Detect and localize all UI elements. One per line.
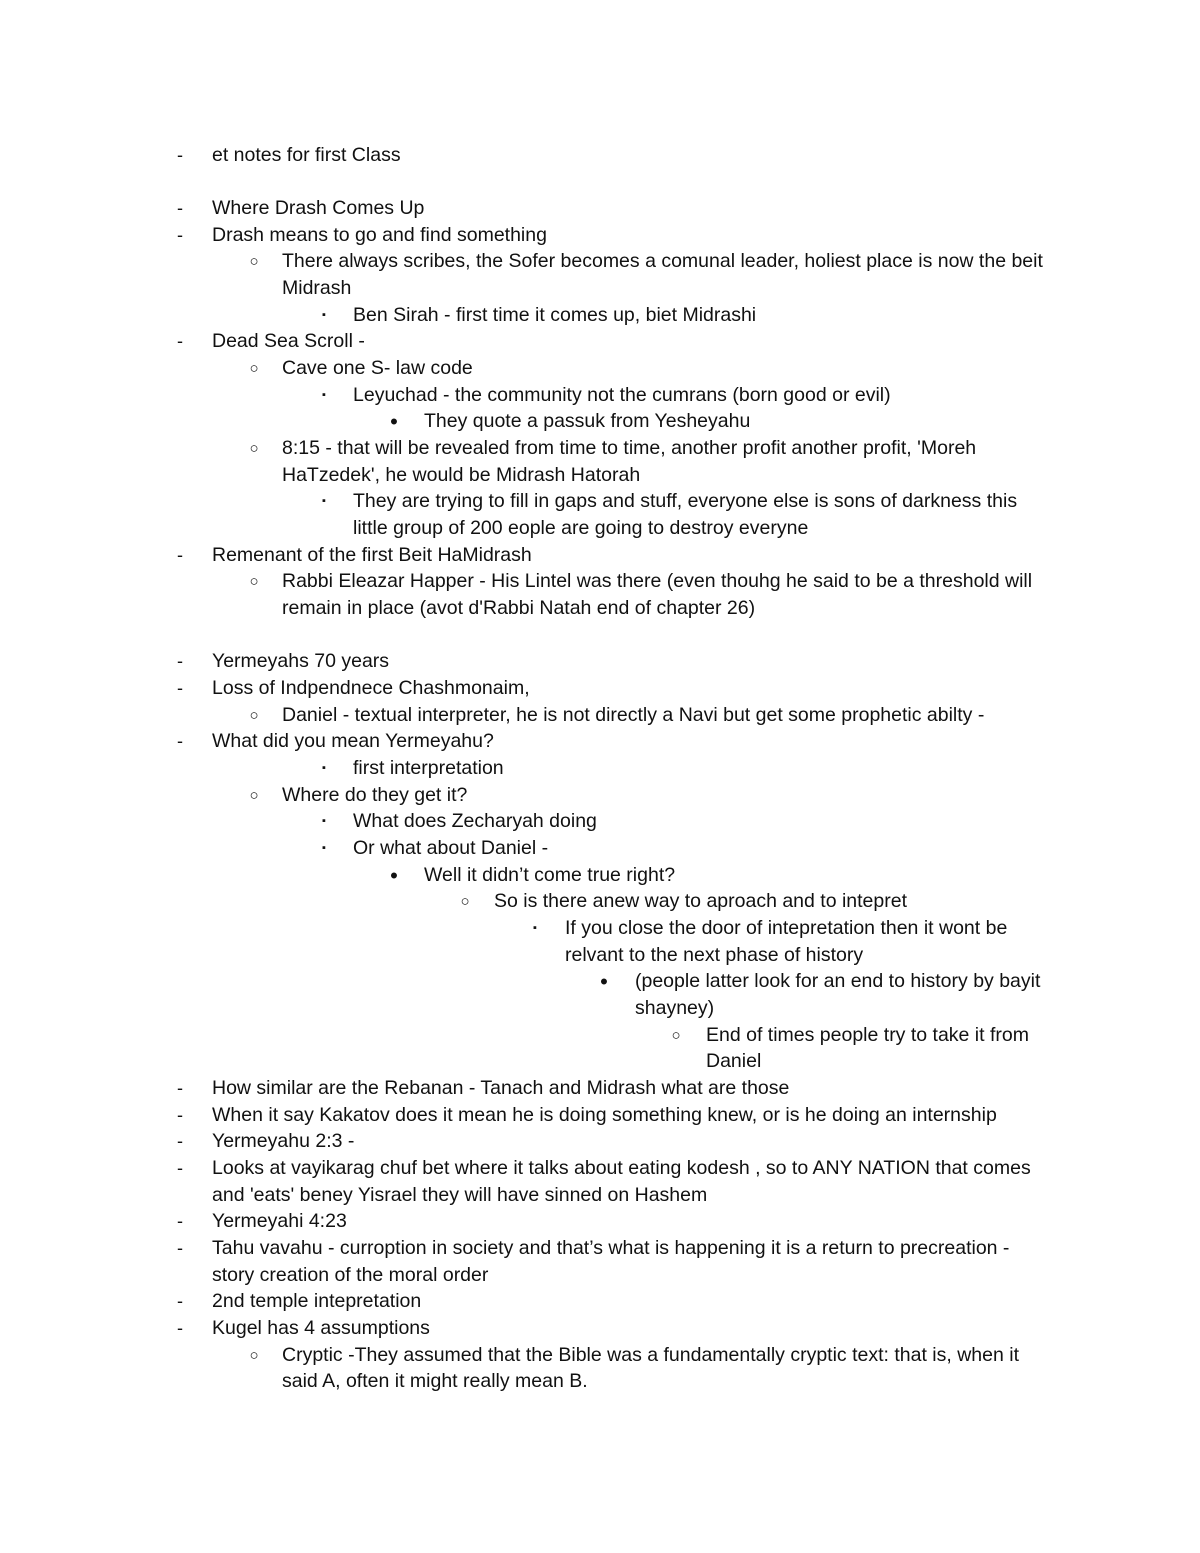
note-line: How similar are the Rebanan - Tanach and Midrash what are those [212, 1077, 790, 1099]
note-line: Yermeyahi 4:23 [212, 1210, 347, 1232]
circle-bullet-icon: ○ [249, 253, 259, 270]
dash-bullet-icon: - [177, 1211, 183, 1231]
note-line: End of times people try to take it from [706, 1024, 1029, 1046]
note-line: Dead Sea Scroll - [212, 330, 365, 352]
note-line: Cave one S- law code [282, 357, 473, 379]
dash-bullet-icon: - [177, 225, 183, 245]
square-bullet-icon: ▪ [322, 309, 326, 321]
note-line: relvant to the next phase of history [565, 944, 864, 966]
note-line: little group of 200 eople are going to destroy everyne [353, 517, 809, 539]
circle-bullet-icon: ○ [249, 573, 259, 590]
square-bullet-icon: ▪ [322, 762, 326, 774]
note-line: (people latter look for an end to history by bayit [635, 970, 1041, 992]
square-bullet-icon: ▪ [533, 922, 537, 934]
dash-bullet-icon: - [177, 1291, 183, 1311]
note-line: Where do they get it? [282, 784, 468, 806]
note-line: et notes for first Class [212, 144, 401, 166]
note-line: first interpretation [353, 757, 504, 779]
note-line: There always scribes, the Sofer becomes a comunal leader, holiest place is now the beit [282, 250, 1043, 272]
note-line: Tahu vavahu - curroption in society and that’s what is happening it is a return to precreation - [212, 1237, 1010, 1259]
dash-bullet-icon: - [177, 198, 183, 218]
dash-bullet-icon: - [177, 331, 183, 351]
note-line: remain in place (avot d'Rabbi Natah end of chapter 26) [282, 597, 756, 619]
note-line: So is there anew way to aproach and to intepret [494, 890, 908, 912]
note-line: Cryptic -They assumed that the Bible was a fundamentally cryptic text: that is, when it [282, 1344, 1019, 1366]
dash-bullet-icon: - [177, 545, 183, 565]
note-line: shayney) [635, 997, 715, 1019]
note-line: Loss of Indpendnece Chashmonaim, [212, 677, 530, 699]
note-line: story creation of the moral order [212, 1264, 489, 1286]
note-line: Remenant of the first Beit HaMidrash [212, 544, 532, 566]
note-line: Leyuchad - the community not the cumrans (born good or evil) [353, 384, 891, 406]
circle-bullet-icon: ○ [249, 440, 259, 457]
dash-bullet-icon: - [177, 651, 183, 671]
note-line: Kugel has 4 assumptions [212, 1317, 430, 1339]
note-line: Drash means to go and find something [212, 224, 547, 246]
note-line: Looks at vayikarag chuf bet where it talks about eating kodesh , so to ANY NATION that comes [212, 1157, 1031, 1179]
square-bullet-icon: ▪ [322, 495, 326, 507]
note-line: Or what about Daniel - [353, 837, 549, 859]
dash-bullet-icon: - [177, 1238, 183, 1258]
dash-bullet-icon: - [177, 1158, 183, 1178]
note-line: They quote a passuk from Yesheyahu [424, 410, 751, 432]
dash-bullet-icon: - [177, 145, 183, 165]
dash-bullet-icon: - [177, 1078, 183, 1098]
note-line: Midrash [282, 277, 352, 299]
dash-bullet-icon: - [177, 1318, 183, 1338]
note-line: Well it didn’t come true right? [424, 864, 676, 886]
square-bullet-icon: ▪ [322, 389, 326, 401]
note-line: If you close the door of intepretation then it wont be [565, 917, 1008, 939]
circle-bullet-icon: ○ [249, 360, 259, 377]
dash-bullet-icon: - [177, 1131, 183, 1151]
note-line: Daniel - textual interpreter, he is not directly a Navi but get some prophetic abilty - [282, 704, 985, 726]
dash-bullet-icon: - [177, 678, 183, 698]
note-line: What did you mean Yermeyahu? [212, 730, 494, 752]
dot-bullet-icon: • [390, 863, 398, 888]
note-line: Yermeyahu 2:3 - [212, 1130, 355, 1152]
note-line: What does Zecharyah doing [353, 810, 597, 832]
note-line: 8:15 - that will be revealed from time to time, another profit another profit, 'Moreh [282, 437, 977, 459]
circle-bullet-icon: ○ [671, 1027, 681, 1044]
note-line: HaTzedek', he would be Midrash Hatorah [282, 464, 641, 486]
dash-bullet-icon: - [177, 1105, 183, 1125]
note-line: Daniel [706, 1050, 762, 1072]
dot-bullet-icon: • [390, 409, 398, 434]
note-line: Ben Sirah - first time it comes up, biet Midrashi [353, 304, 757, 326]
dash-bullet-icon: - [177, 731, 183, 751]
note-line: 2nd temple intepretation [212, 1290, 422, 1312]
circle-bullet-icon: ○ [249, 707, 259, 724]
note-line: Rabbi Eleazar Happer - His Lintel was there (even thouhg he said to be a threshold will [282, 570, 1033, 592]
note-line: When it say Kakatov does it mean he is doing something knew, or is he doing an internship [212, 1104, 997, 1126]
note-line: They are trying to fill in gaps and stuff, everyone else is sons of darkness this [353, 490, 1018, 512]
dot-bullet-icon: • [600, 969, 608, 994]
note-line: and 'eats' beney Yisrael they will have sinned on Hashem [212, 1184, 708, 1206]
circle-bullet-icon: ○ [249, 787, 259, 804]
square-bullet-icon: ▪ [322, 815, 326, 827]
note-line: Yermeyahs 70 years [212, 650, 390, 672]
note-line: Where Drash Comes Up [212, 197, 425, 219]
note-line: said A, often it might really mean B. [282, 1370, 588, 1392]
circle-bullet-icon: ○ [460, 893, 470, 910]
square-bullet-icon: ▪ [322, 842, 326, 854]
circle-bullet-icon: ○ [249, 1347, 259, 1364]
